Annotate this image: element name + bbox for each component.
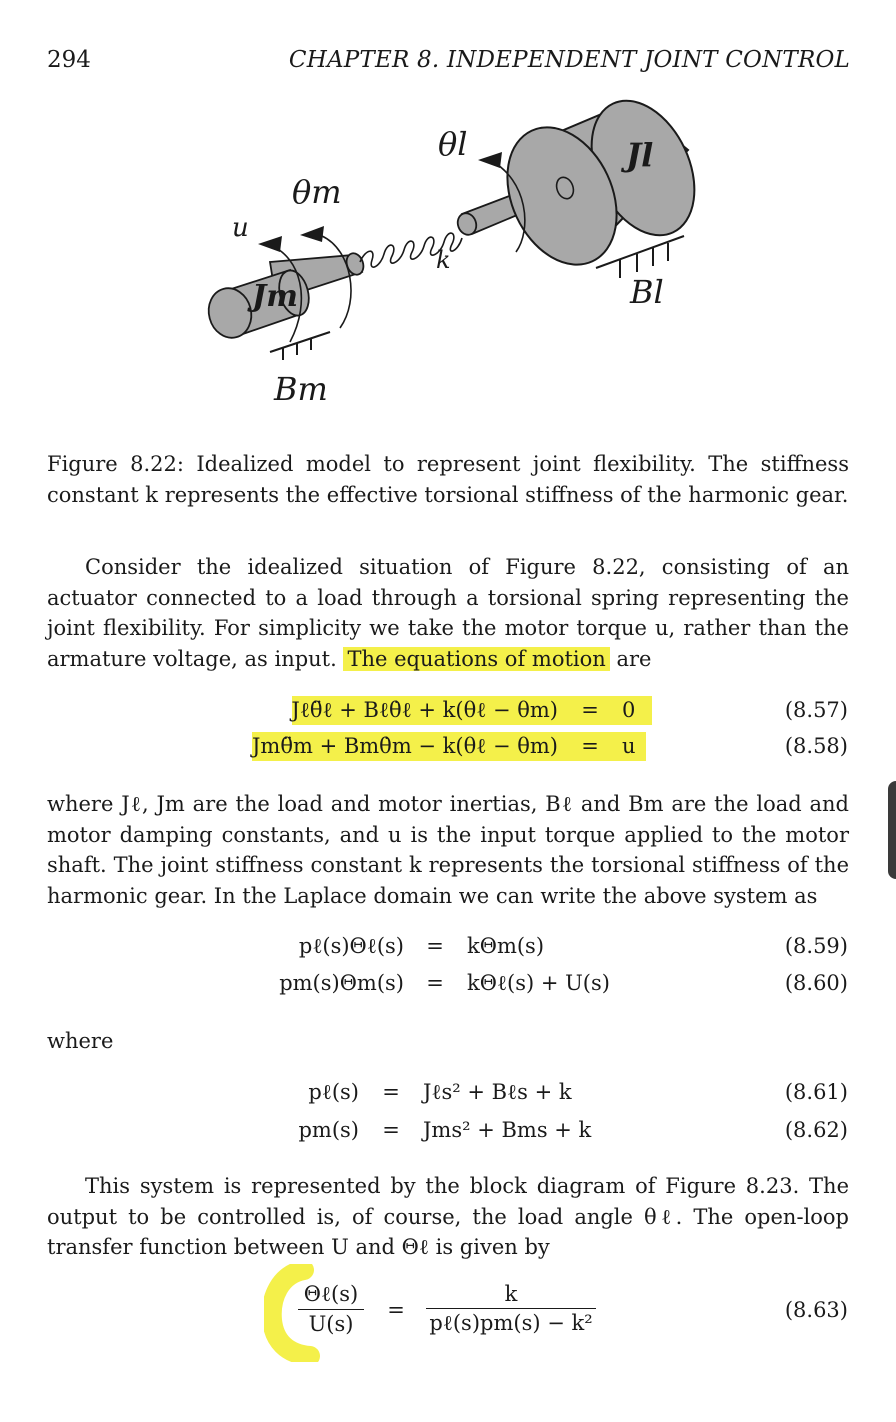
equation-8-63 [0,1282,896,1354]
highlighted-phrase: The equations of motion [343,647,609,671]
tf-lhs-numerator: Θℓ(s) [303,1282,359,1306]
motor-angle-arrowhead [300,226,324,242]
eq-rhs: u [622,734,636,758]
load-inertia-cylinder [486,90,714,282]
paragraph-block-diagram [47,1171,849,1263]
tf-lhs-fraction [298,1282,364,1336]
eq-rel: = [387,1298,405,1322]
eq-lhs: pm(s)Θm(s) [279,971,404,995]
eq-rel: = [426,971,444,995]
label-J-l: Jl [626,136,654,174]
paragraph-intro [47,552,849,674]
eq-rhs: kΘm(s) [467,934,545,958]
load-angle-arrowhead [478,152,502,168]
motor-damper [270,332,330,360]
figure-caption: Figure 8.22: Idealized model to represent joint flexibility. The stiffness constant k represents the effective torsional stiffness of the harmonic gear. [47,452,849,507]
eq-rel: = [426,934,444,958]
eq-rhs: kΘℓ(s) + U(s) [467,971,610,995]
equation-number: (8.59) [784,934,848,958]
tf-rhs-numerator: k [504,1282,518,1306]
where-word: where [47,1029,114,1053]
label-theta-m: θm [292,173,342,211]
label-B-m: Bm [274,370,328,408]
eq-lhs: pm(s) [298,1118,359,1142]
eq-rel: = [581,734,599,758]
label-theta-l: θl [438,125,468,163]
label-u: u [232,213,249,243]
equation-number: (8.58) [784,734,848,758]
side-scroll-tab[interactable] [888,781,896,879]
eq-rhs: Jℓs² + Bℓs + k [423,1080,572,1104]
equation-8-60 [0,971,896,1001]
eq-lhs: Jℓθ̈ℓ + Bℓθ̇ℓ + k(θℓ − θm) [291,698,558,722]
eq-rhs: Jms² + Bms + k [423,1118,592,1142]
equation-8-61 [0,1080,896,1110]
intro-text: Consider the idealized situation of Figure 8.22, consisting of an actuator connected to a load through a torsional spring representing the joint flexibility. For simplicity we take the motor torque u, rather than the armature voltage, as input. [47,555,849,671]
eq-lhs: Jmθ̈m + Bmθ̇m − k(θℓ − θm) [252,734,558,758]
label-k: k [436,246,451,274]
eq-rhs: 0 [622,698,636,722]
equation-8-62 [0,1118,896,1148]
equation-number: (8.60) [784,971,848,995]
eq-rel: = [581,698,599,722]
eq-rel: = [382,1118,400,1142]
intro-text-end: are [616,646,652,671]
equation-number: (8.57) [784,698,848,722]
equation-number: (8.63) [784,1298,848,1322]
tf-lhs-denominator: U(s) [308,1312,354,1336]
chapter-title: CHAPTER 8. INDEPENDENT JOINT CONTROL [288,47,850,73]
label-J-m: Jm [252,279,298,314]
paragraph-inertias: where Jℓ, Jm are the load and motor inertias, Bℓ and Bm are the load and motor damping constants, and u is the input torque applied to the motor shaft. The joint stiffness constant k represents the torsional stiffness of the harmonic gear. In the Laplace domain we can write the above system as [47,792,849,908]
joint-flexibility-figure [0,90,896,430]
equation-8-59 [0,934,896,964]
eq-rel: = [382,1080,400,1104]
tf-rhs-denominator: pℓ(s)pm(s) − k² [429,1311,593,1335]
equation-8-57 [0,698,896,728]
page-number: 294 [47,47,91,73]
equation-8-58 [0,734,896,764]
equation-number: (8.62) [784,1118,848,1142]
tf-rhs-fraction [426,1282,596,1336]
equation-number: (8.61) [784,1080,848,1104]
eq-lhs: pℓ(s)Θℓ(s) [298,934,404,958]
label-B-l: Bl [630,273,664,311]
torque-arrowhead [258,236,282,252]
eq-lhs: pℓ(s) [308,1080,359,1104]
paragraph-block-diagram-text: This system is represented by the block diagram of Figure 8.23. The output to be controlled is, of course, the load angle θℓ. The open-loop transfer function between U and Θℓ is given by [47,1174,849,1259]
